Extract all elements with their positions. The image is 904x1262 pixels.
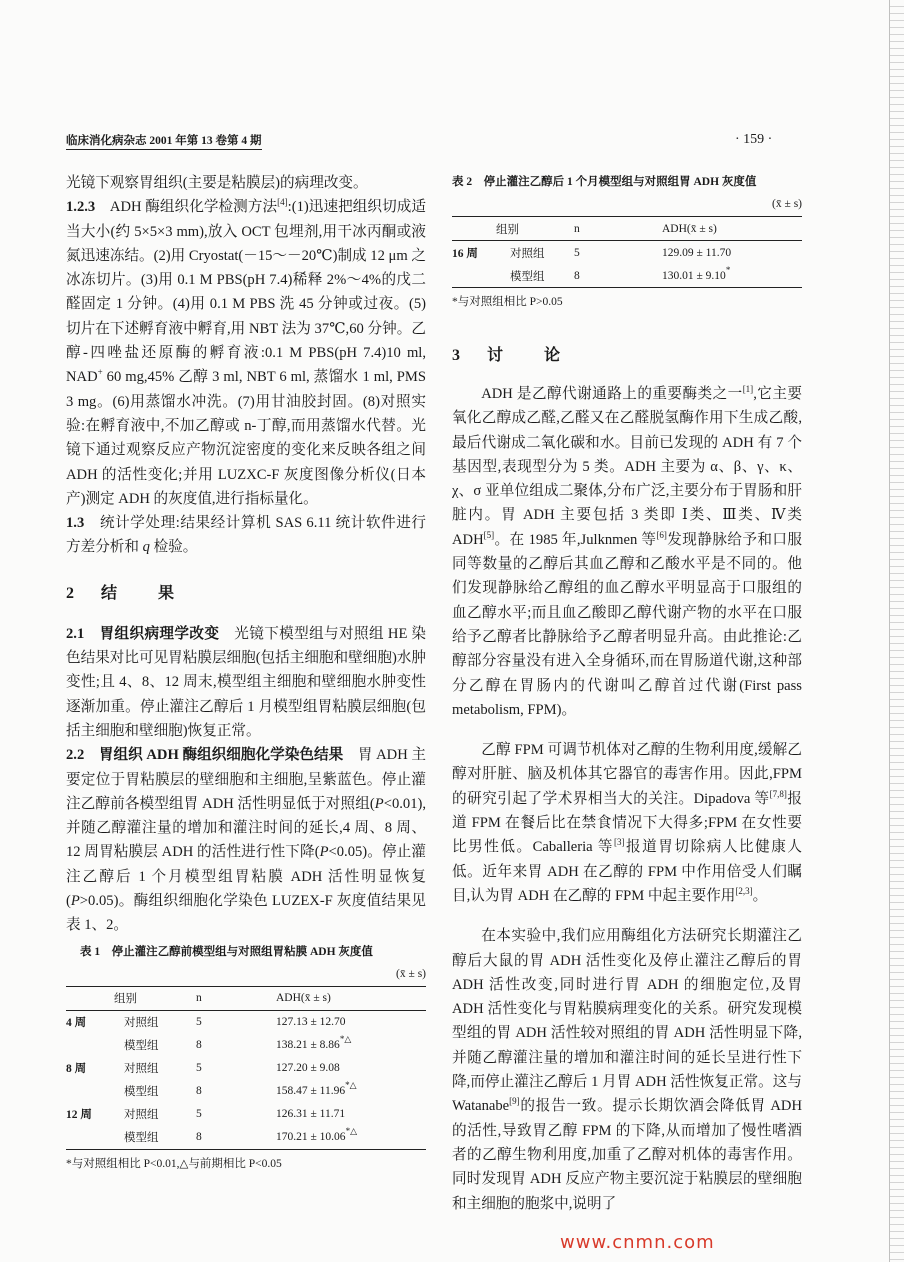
paragraph (66, 622, 426, 743)
text-run: :(1)迅速把组织切成适当大小(约 5×5×3 mm),放入 OCT 包埋剂,用干冰丙酮或液氮迅速冻结。(2)用 Cryostat(－15～－20℃)制成 12 μm 之冰冻切片。(3)用 0.1 M PBS(pH 7.4)稀释 2%～4%的戊二醛固定 1 分钟。(4)用 0.1 M PBS 洗 45 分钟或过夜。(5)切片在下述孵育液中孵育,用 NBT 法为 37℃,60 分钟。乙醇-四唑盐还原酶的孵育液:0.1 M PBS(pH 7.4)10 ml, NAD (66, 199, 426, 386)
group-cell-text: 模型组 (510, 270, 545, 283)
table-row (66, 1103, 426, 1126)
subsection-label: 1.3 (66, 515, 85, 532)
citation-ref: [4] (277, 197, 288, 208)
adh-cell (266, 1034, 426, 1057)
text-run: 统计学处理:结果经计算机 SAS 6.11 统计软件进行方差分析和 (66, 515, 426, 556)
data-table (452, 216, 802, 288)
col-header-adh: ADH(x̄ ± s) (662, 222, 717, 235)
adh-cell (652, 264, 802, 288)
adh-cell (652, 241, 802, 265)
adh-cell-text: 129.09 ± 11.70 (662, 246, 732, 259)
col-header-group: 组别 (496, 223, 519, 236)
text-run: <0.05)。停止灌注乙醇后 1 个月模型组胃粘膜 ADH 活性明显恢复( (66, 844, 426, 910)
text-run: 胃 ADH 主要定位于胃粘膜层的壁细胞和主细胞,呈紫蓝色。停止灌注乙醇前各模型组胃 ADH 活性明显低于对照组( (66, 747, 426, 812)
section-heading-results (66, 582, 426, 606)
col-header-n: n (574, 222, 580, 235)
paragraph (452, 924, 802, 1216)
italic-symbol: P (319, 844, 329, 861)
citation-ref: [1] (742, 384, 754, 394)
adh-cell-text: 170.21 ± 10.06 (276, 1131, 346, 1144)
period-cell (452, 241, 510, 265)
n-cell (574, 264, 652, 288)
text-run: 光镜下模型组与对照组 HE 染色结果对比可见胃粘膜层细胞(包括主细胞和壁细胞)水肿变性;且 4、8、12 周末,模型组主细胞和壁细胞水肿变性逐渐加重。停止灌注乙醇后 1 月模型组胃粘膜层细胞(包括主细胞和壁细胞)恢复正常。 (66, 625, 426, 739)
period-cell (452, 264, 510, 288)
period-cell (66, 1010, 124, 1034)
period-cell (66, 1057, 124, 1080)
subsection-label: 2.2 胃组织 ADH 酶组织细胞化学染色结果 (66, 747, 344, 764)
period-cell (66, 1080, 124, 1103)
text-run: 检验。 (149, 539, 198, 556)
subsection-label: 2.1 胃组织病理学改变 (66, 625, 220, 642)
text-run: ,它主要氧化乙醇成乙醛,乙醛又在乙醛脱氢酶作用下生成乙酸,最后代谢成二氧化碳和水。目前已发现的 ADH 有 7 个基因型,表现型分为 5 类。ADH 主要为 α、β、γ、κ、χ、σ 亚单位组成二聚体,分布广泛,主要分布于胃肠和肝脏内。胃 ADH 主要包括 3 类即 Ⅰ类、Ⅲ类、Ⅳ类 ADH (452, 386, 802, 548)
n-cell-text: 5 (196, 1062, 202, 1075)
left-column (66, 171, 426, 1172)
n-cell-text: 5 (196, 1016, 202, 1029)
significance-mark: *△ (345, 1080, 357, 1091)
text-run: 发现静脉给予和口服同等数量的乙醇后其血乙醇和乙酸水平是不同的。他们发现静脉给乙醇组的血乙醇水平明显高于口服组的血乙醇水平;而且血乙酸即乙醇代谢产物的水平在口服给予乙醇者比静脉给予乙醇者明显升高。由此推论:乙醇部分容量没有进入全身循环,而在胃肠道代谢,这种部分乙醇在胃肠内的代谢叫乙醇首过代谢(First pass metabolism, FPM)。 (452, 531, 802, 718)
period-cell-text: 4 周 (66, 1017, 87, 1030)
group-cell (510, 241, 574, 265)
adh-cell-text: 158.47 ± 11.96 (276, 1085, 346, 1098)
text-run: 乙醇 FPM 可调节机体对乙醇的生物利用度,缓解乙醇对肝脏、脑及机体其它器官的毒害作用。因此,FPM 的研究引起了学术界相当大的关注。Dipadova 等 (452, 742, 802, 807)
adh-cell-text: 130.01 ± 9.10 (662, 269, 726, 282)
paragraph (452, 738, 802, 908)
text-run: 的报告一致。提示长期饮酒会降低胃 ADH 的活性,导致胃乙醇 FPM 的下降,从而增加了慢性嗜酒者的乙醇生物利用度,加重了乙醇对机体的毒害作用。同时发现胃 ADH 反应产物主要沉淀于粘膜层的壁细胞和主细胞的胞浆中,说明了 (452, 1098, 802, 1212)
group-cell-text: 对照组 (124, 1063, 159, 1076)
adh-cell-text: 127.13 ± 12.70 (276, 1016, 346, 1029)
right-column (452, 174, 802, 1216)
col-header-n: n (196, 992, 202, 1005)
paragraph (66, 511, 426, 560)
n-cell (574, 241, 652, 265)
methods-section (66, 171, 426, 560)
group-cell (124, 1080, 196, 1103)
table-row (66, 1010, 426, 1034)
group-cell (124, 1103, 196, 1126)
table-unit: (x̄ ± s) (396, 967, 426, 980)
table-footnote: *与对照组相比 P<0.01,△与前期相比 P<0.05 (66, 1157, 282, 1170)
group-cell-text: 模型组 (124, 1086, 159, 1099)
text-run: ADH 酶组织化学检测方法 (95, 199, 278, 216)
period-cell (66, 1126, 124, 1150)
period-cell-text: 12 周 (66, 1109, 92, 1122)
adh-cell (266, 1010, 426, 1034)
significance-mark: *△ (345, 1126, 357, 1137)
n-cell (196, 1034, 266, 1057)
italic-symbol: q (142, 539, 150, 556)
group-cell (510, 264, 574, 288)
section-heading-discussion (452, 344, 802, 368)
group-cell-text: 模型组 (124, 1132, 159, 1145)
citation-ref: [6] (656, 529, 667, 540)
paragraph (452, 382, 802, 722)
table-unit: (x̄ ± s) (772, 198, 802, 210)
period-cell-text: 16 周 (452, 247, 478, 260)
heading-char: 果 (158, 584, 176, 602)
group-cell-text: 对照组 (124, 1109, 159, 1122)
adh-cell-text: 127.20 ± 9.08 (276, 1062, 340, 1075)
text-run: 在本实验中,我们应用酶组化方法研究长期灌注乙醇后大鼠的胃 ADH 活性变化及停止灌注乙醇后的胃 ADH 活性改变,同时进行胃 ADH 的细胞定位,及胃 ADH 活性变化与胃粘膜病理变化的关系。研究发现模型组的胃 ADH 活性较对照组的胃 ADH 活性明显下降,并随乙醇灌注量的增加和灌注时间的延长呈进行性下降,而停止灌注乙醇后 1 月胃 ADH 活性恢复正常。这与 Watanabe (452, 928, 802, 1115)
subsection-label: 1.2.3 (66, 199, 96, 216)
page-number: · 159 · (735, 132, 773, 147)
text-run: ADH 是乙醇代谢通路上的重要酶类之一 (481, 386, 743, 402)
scan-page-edge (889, 0, 904, 1262)
group-cell (124, 1010, 196, 1034)
text-run: 报道胃切除病人比健康人低。近年来胃 ADH 在乙醇的 FPM 中作用倍受人们瞩目,认为胃 ADH 在乙醇的 FPM 中起主要作用 (452, 839, 802, 904)
heading-char: 论 (544, 347, 562, 364)
adh-cell-text: 138.21 ± 8.86 (276, 1039, 340, 1052)
watermark: www.cnmn.com (560, 1232, 715, 1253)
table-row (66, 1080, 426, 1103)
text-run: >0.05)。酶组织细胞化学染色 LUZEX-F 灰度值结果见表 1、2。 (66, 893, 426, 934)
adh-cell-text: 126.31 ± 11.71 (276, 1108, 346, 1121)
citation-ref: [3] (613, 837, 625, 848)
data-table (66, 986, 426, 1150)
group-cell (124, 1057, 196, 1080)
significance-mark: * (725, 264, 731, 275)
n-cell (196, 1080, 266, 1103)
table-row (66, 1057, 426, 1080)
n-cell (196, 1103, 266, 1126)
period-cell (66, 1034, 124, 1057)
table-caption: 表 1 停止灌注乙醇前模型组与对照组胃粘膜 ADH 灰度值 (80, 945, 373, 958)
discussion-section (452, 382, 802, 1216)
n-cell-text: 8 (196, 1131, 202, 1144)
text-run: 60 mg,45% 乙醇 3 ml, NBT 6 ml, 蒸馏水 1 ml, PMS 3 mg。(6)用蒸馏水冲洗。(7)用甘油胶封固。(8)对照实验:在孵育液中,不加乙醇或 n-丁醇,而用蒸馏水代替。光镜下通过观察反应产物沉淀密度的变化来反映各组之间 ADH 的活性变化;并用 LUZXC-F 灰度图像分析仪(日本产)测定 ADH 的灰度值,进行指标量化。 (66, 369, 426, 507)
table-row (452, 264, 802, 288)
paragraph (66, 171, 426, 195)
group-cell-text: 模型组 (124, 1040, 159, 1053)
table-row (66, 1034, 426, 1057)
italic-symbol: P (70, 893, 80, 910)
table-1 (66, 944, 426, 1172)
citation-ref: [9] (509, 1096, 520, 1107)
n-cell (196, 1057, 266, 1080)
text-run: 报道 FPM 在餐后比在禁食情况下大得多;FPM 在女性要比男性低。Caballeria 等 (452, 790, 802, 856)
journal-header: 临床消化病杂志 2001 年第 13 卷第 4 期 (66, 132, 262, 150)
n-cell-text: 8 (196, 1039, 202, 1052)
table-caption: 表 2 停止灌注乙醇后 1 个月模型组与对照组胃 ADH 灰度值 (452, 176, 757, 188)
table-row (66, 1126, 426, 1150)
paragraph (66, 195, 426, 511)
text-run: 光镜下观察胃组织(主要是粘膜层)的病理改变。 (66, 175, 368, 191)
adh-cell (266, 1057, 426, 1080)
heading-char: 讨 (487, 347, 505, 364)
adh-cell (266, 1103, 426, 1126)
adh-cell (266, 1080, 426, 1103)
text-run: 。在 1985 年,Julknmen 等 (494, 531, 657, 548)
adh-cell (266, 1126, 426, 1150)
period-cell-text: 8 周 (66, 1063, 87, 1076)
group-cell (124, 1034, 196, 1057)
section-number: 3 (452, 347, 461, 364)
table-row (452, 241, 802, 265)
col-header-adh: ADH(x̄ ± s) (276, 992, 331, 1005)
group-cell-text: 对照组 (124, 1017, 159, 1030)
table-footnote: *与对照组相比 P>0.05 (452, 296, 563, 308)
period-cell (66, 1103, 124, 1126)
citation-ref: [2,3] (735, 885, 753, 896)
n-cell-text: 5 (574, 246, 580, 259)
section-number: 2 (66, 584, 75, 602)
significance-mark: *△ (339, 1034, 352, 1045)
citation-ref: [5] (483, 529, 495, 540)
group-cell-text: 对照组 (510, 247, 545, 260)
col-header-group: 组别 (114, 993, 137, 1006)
group-cell (124, 1126, 196, 1150)
text-run: <0.01),并随乙醇灌注量的增加和灌注时间的延长,4 周、8 周、12 周胃粘膜层 ADH 的活性进行性下降( (66, 795, 426, 861)
italic-symbol: P (374, 795, 384, 812)
citation-ref: [7,8] (769, 788, 787, 799)
n-cell-text: 8 (196, 1085, 202, 1098)
text-run: 。 (752, 887, 768, 904)
heading-char: 结 (101, 584, 119, 602)
table-2 (452, 174, 802, 310)
n-cell (196, 1010, 266, 1034)
results-section (66, 622, 426, 938)
n-cell-text: 5 (196, 1108, 202, 1121)
n-cell-text: 8 (574, 269, 580, 282)
paragraph (66, 743, 426, 937)
n-cell (196, 1126, 266, 1150)
citation-ref: + (97, 367, 103, 378)
